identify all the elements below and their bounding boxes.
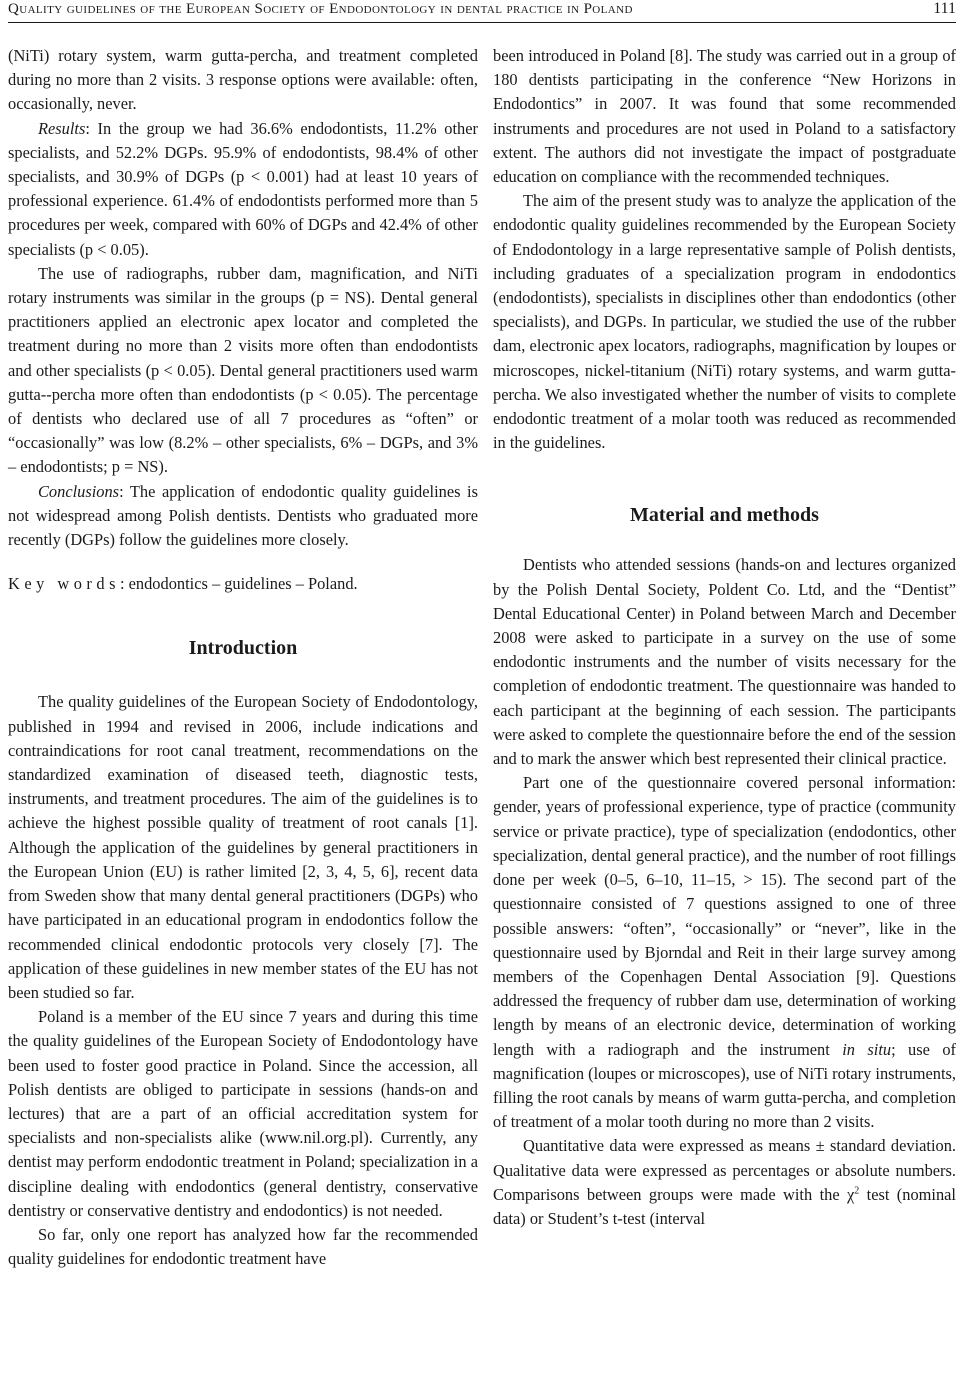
abstract — [8, 44, 478, 596]
abstract-conclusions — [8, 480, 478, 553]
abstract-results — [8, 117, 478, 262]
in-situ-term: in situ — [842, 1039, 892, 1059]
results-text: : In the group we had 36.6% endodontists, 11.2% other specialists, and 52.2% DGPs. 95.9% of endodontists, 98.4% of other specialists, and 30.9% of DGPs (p < 0.001) had at least 10 years of professional experience. 61.4% of endodontists performed more than 5 procedures per week, compared with 60% of DGPs and 42.4% of other specialists (p < 0.05). — [8, 118, 478, 259]
introduction-heading: Introduction — [188, 637, 298, 660]
methods-paragraph-1: Dentists who attended sessions (hands-on and lectures organized by the Polish Dental Society, Poldent Co. Ltd, and the “Dentist” Dental Educational Center) in Poland between March and December 2008 were asked to participate in a survey on the use of some endodontic instruments and the number of visits necessary for the completion of endodontic treatment. The questionnaire was handed to each participant at the beginning of each session. The participants were asked to complete the questionnaire before the end of the session and to mark the answer which best represented their clinical practice. — [493, 555, 956, 769]
page-number: 111 — [933, 0, 956, 17]
keywords — [8, 572, 478, 596]
methods-p2-text-a: Part one of the questionnaire covered personal information: gender, years of professional experience, type of practice (community service or private practice), type of specialization (endodontics, other specialization, dental general practice), and the number of root fillings done per week (0–5, 6–10, 11–15, > 15). The second part of the questionnaire consisted of 7 questions assigned to one of three possible answers: “often”, “occasionally” or “never”, like in the questionnaire used by Bjorndal and Reit in their large survey among members of the Copenhagen Dental Association [9]. Questions addressed the frequency of rubber dam use, determination of working length by means of an electronic device, determination of working length with a radiograph and the instrument — [493, 773, 956, 1059]
conclusions-text: : The application of endodontic quality guidelines is not widespread among Polish dentists. Dentists who graduated more recently (DGPs) follow the guidelines more closely. — [8, 481, 478, 550]
keywords-label: Key words — [8, 574, 120, 594]
methods-heading: Material and methods — [630, 504, 819, 527]
introduction-paragraph-3: So far, only one report has analyzed how far the recommended quality guidelines for endodontic treatment have — [8, 1224, 478, 1269]
keywords-text: : endodontics – guidelines – Poland. — [119, 574, 358, 594]
introduction-paragraph-2: Poland is a member of the EU since 7 years and during this time the quality guidelines of the European Society of Endodontology have been used to foster good practice in Poland. Since the accession, all Polish dentists are obliged to participate in sessions (hands-on and lectures) that are a part of an official accreditation system for specialists and non-specialists alike (www.nil.org.pl). Currently, any dentist may perform endodontic treatment in Poland; specialization in a discipline dealing with endodontics (general dentistry, conservative dentistry or conservative dentistry and endodontics) is not needed. — [8, 1007, 478, 1220]
methods-p3-text-a: Quantitative data were expressed as means ± standard deviation. Qualitative data were expressed as percentages or absolute numbers. Comparisons between groups were made with the χ — [493, 1136, 956, 1204]
methods-p3-text-b: test (nominal data) or Student’s t-test (interval — [493, 1184, 956, 1228]
methods-paragraph-3 — [493, 1134, 956, 1231]
abstract-methods-tail: (NiTi) rotary system, warm gutta-percha, and treatment completed during no more than 2 visits. 3 response options were available: often, occasionally, never. — [8, 46, 478, 114]
methods-paragraph-2 — [493, 771, 956, 1134]
running-title: Quality guidelines of the European Society of Endodontology in dental practice in Poland — [8, 1, 633, 17]
running-header — [8, 0, 956, 23]
introduction-paragraph-4: The aim of the present study was to analyze the application of the endodontic quality guidelines recommended by the European Society of Endodontology in a large representative sample of Polish dentists, including graduates of a specialization program in endodontics (endodontists), specialists in disciplines other than endodontics (other specialists), and DGPs. In particular, we studied the use of the rubber dam, electronic apex locators, radiographs, magnification by loupes or microscopes, nickel-titanium (NiTi) rotary systems, and warm gutta-percha. We also investigated whether the number of visits to complete endodontic treatment of a molar tooth was reduced as recommended in the guidelines. — [493, 191, 956, 453]
chi-squared-superscript: 2 — [854, 1185, 860, 1197]
introduction-paragraph-1: The quality guidelines of the European Society of Endodontology, published in 1994 and revised in 2006, include indications and contraindications for root canal treatment, recommendations on the standardized examination of diseased teeth, diagnostic tests, instruments, and treatment procedures. The aim of the guidelines is to achieve the highest possible quality of treatment of root canals [1]. Although the application of the guidelines by general practitioners in the European Union (EU) is rather limited [2, 3, 4, 5, 6], recent data from Sweden show that many dental general practitioners (DGPs) who have participated in an educational program in endodontics follow the recommended clinical endodontic protocols very closely [7]. The application of these guidelines in new member states of the EU has not been studied so far. — [8, 692, 478, 1002]
abstract-results-continued: The use of radiographs, rubber dam, magnification, and NiTi rotary instruments was similar in the groups (p = NS). Dental general practitioners applied an electronic apex locator and completed the treatment during no more than 2 visits more often than endodontists and other specialists (p < 0.05). Dental general practitioners used warm gutta--percha more often than endodontists (p < 0.05). The percentage of dentists who declared use of all 7 procedures as “often” or “occasionally” was low (8.2% – other specialists, 6% – DGPs, and 3% – endodontists; p = NS). — [8, 263, 478, 477]
left-column — [8, 44, 478, 1271]
introduction-paragraph-3-continued: been introduced in Poland [8]. The study was carried out in a group of 180 dentists participating in the conference “New Horizons in Endodontics” in 2007. It was found that some recommended instruments and procedures are not used in Poland to a satisfactory extent. The authors did not investigate the impact of postgraduate education on compliance with the recommended techniques. — [493, 46, 956, 187]
conclusions-label: Conclusions — [38, 481, 120, 501]
results-label: Results — [38, 118, 86, 138]
right-column — [493, 44, 956, 1231]
methods-p2-text-b: ; use of magnification (loupes or microscopes), use of NiTi rotary instruments, filling the root canals by means of warm gutta-percha, and completion of treatment of a molar tooth during no more than 2 visits. — [493, 1039, 956, 1132]
